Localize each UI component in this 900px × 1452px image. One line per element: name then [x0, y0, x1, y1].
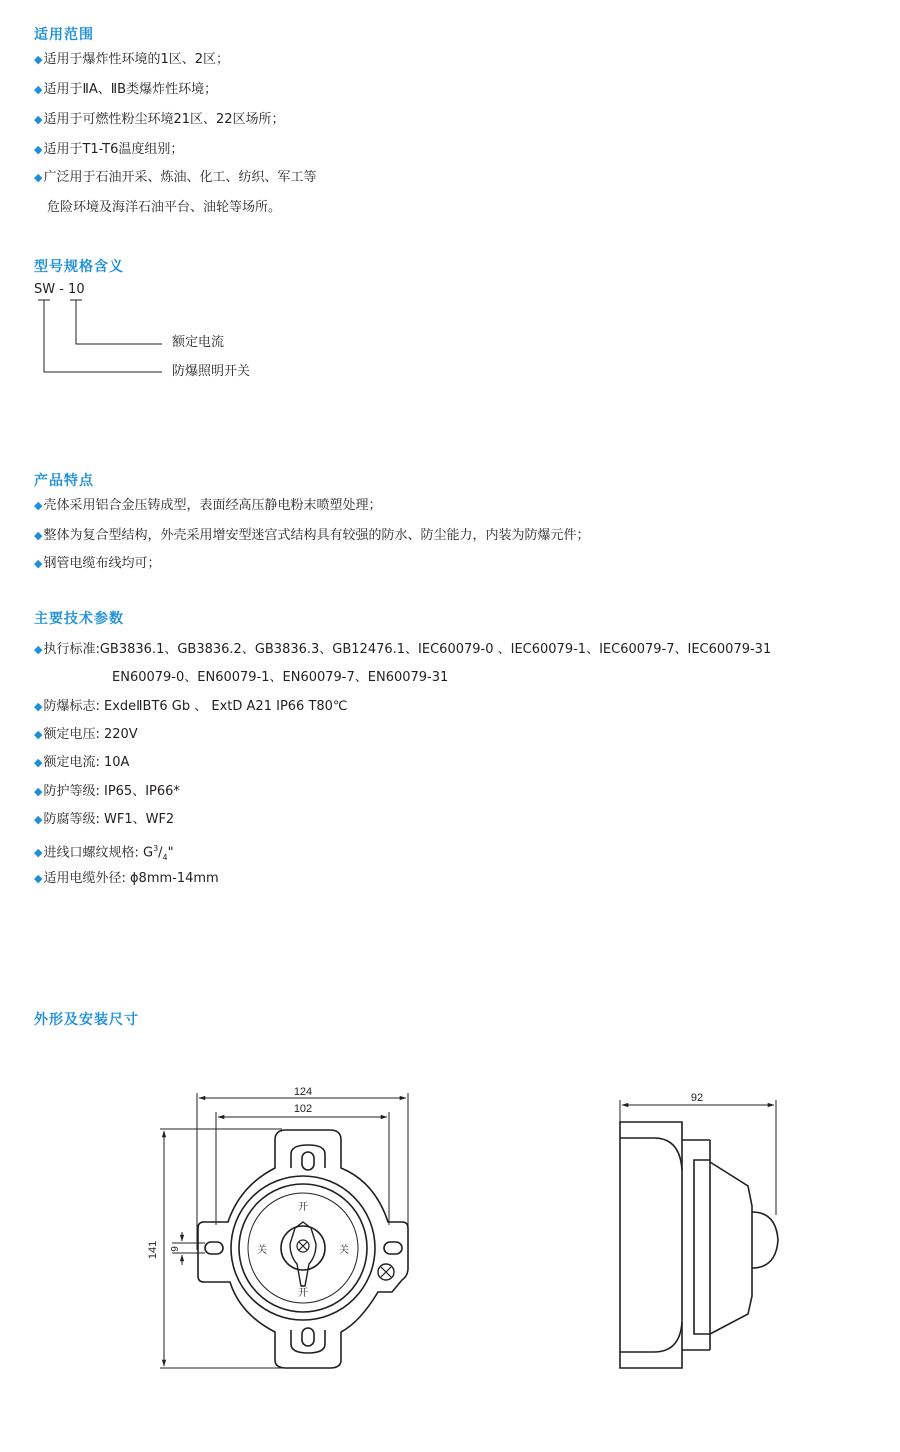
model-code: SW - 10 — [34, 282, 85, 297]
feature-item: ◆壳体采用铝合金压铸成型，表面经高压静电粉末喷塑处理； — [34, 498, 382, 513]
section-title-dimensions: 外形及安装尺寸 — [34, 1012, 139, 1028]
scope-item: ◆适用于ⅡA、ⅡB类爆炸性环境； — [34, 82, 218, 97]
param-item: ◆防爆标志: ExdeⅡBT6 Gb 、 ExtD A21 IP66 T80℃ — [34, 699, 348, 714]
param-thread: ◆进线口螺纹规格: $G^3/_4$" — [34, 844, 174, 862]
label-on-top: 开 — [298, 1202, 308, 1213]
side-view-drawing — [560, 1080, 820, 1380]
bullet-diamond-icon: ◆ — [34, 785, 43, 798]
label-off-right: 关 — [339, 1245, 349, 1256]
bullet-diamond-icon: ◆ — [34, 143, 43, 156]
dim-depth: 92 — [690, 1092, 704, 1104]
scope-item-continuation: 危险环境及海洋石油平台、油轮等场所。 — [47, 200, 282, 215]
param-item: ◆额定电压: 220V — [34, 727, 138, 742]
bullet-diamond-icon: ◆ — [34, 643, 43, 656]
dim-hole: 9 — [170, 1246, 181, 1252]
side-knob — [752, 1212, 778, 1268]
param-item: ◆防护等级: IP65、IP66* — [34, 784, 180, 799]
bullet-diamond-icon: ◆ — [34, 756, 43, 769]
bullet-diamond-icon: ◆ — [34, 529, 43, 542]
dim-inner-width: 102 — [293, 1103, 313, 1115]
section-title-model: 型号规格含义 — [34, 259, 124, 275]
bullet-diamond-icon: ◆ — [34, 53, 43, 66]
bullet-diamond-icon: ◆ — [34, 171, 43, 184]
section-title-features: 产品特点 — [34, 473, 94, 489]
param-item: ◆额定电流: 10A — [34, 755, 130, 770]
scope-item: ◆广泛用于石油开采、炼油、化工、纺织、军工等 — [34, 170, 317, 185]
section-title-scope: 适用范围 — [34, 27, 94, 43]
bullet-diamond-icon: ◆ — [34, 557, 43, 570]
scope-item: ◆适用于爆炸性环境的1区、2区； — [34, 52, 230, 67]
param-standard: ◆执行标准:GB3836.1、GB3836.2、GB3836.3、GB12476.1、IEC60079-0 、IEC60079-1、IEC60079-7、IEC60079-31 — [34, 642, 772, 657]
label-on-bottom: 开 — [298, 1288, 308, 1299]
mounting-lug-bottom — [291, 1330, 325, 1353]
side-body-outline — [620, 1122, 682, 1368]
bullet-diamond-icon: ◆ — [34, 83, 43, 96]
bullet-diamond-icon: ◆ — [34, 728, 43, 741]
mount-hole-right — [384, 1242, 402, 1254]
param-standard-continuation: EN60079-0、EN60079-1、EN60079-7、EN60079-31 — [112, 670, 449, 685]
dim-height: 141 — [147, 1240, 159, 1260]
mount-hole-top — [302, 1152, 314, 1170]
switch-knob-base — [281, 1226, 325, 1270]
section-title-params: 主要技术参数 — [34, 611, 124, 627]
bullet-diamond-icon: ◆ — [34, 113, 43, 126]
scope-item: ◆适用于T1-T6温度组别； — [34, 142, 184, 157]
scope-item: ◆适用于可燃性粉尘环境21区、22区场所； — [34, 112, 285, 127]
bullet-diamond-icon: ◆ — [34, 846, 43, 860]
bullet-diamond-icon: ◆ — [34, 700, 43, 713]
bullet-diamond-icon: ◆ — [34, 813, 43, 826]
side-cover-profile — [694, 1160, 710, 1334]
bullet-diamond-icon: ◆ — [34, 872, 43, 885]
bullet-diamond-icon: ◆ — [34, 499, 43, 512]
model-diagram-lines — [0, 0, 300, 400]
model-label-current: 额定电流 — [172, 335, 225, 350]
model-label-switch: 防爆照明开关 — [172, 364, 251, 379]
front-view-drawing — [0, 1070, 460, 1390]
switch-knob-lever — [290, 1222, 316, 1286]
label-off-left: 关 — [257, 1245, 267, 1256]
mounting-lug-top — [291, 1145, 325, 1168]
feature-item: ◆钢管电缆布线均可； — [34, 556, 161, 571]
mount-hole-left — [205, 1242, 223, 1254]
feature-item: ◆整体为复合型结构，外壳采用增安型迷宫式结构具有较强的防水、防尘能力，内装为防爆元件； — [34, 528, 590, 543]
param-cable: ◆适用电缆外径: ϕ8mm-14mm — [34, 871, 219, 886]
mount-hole-bottom — [302, 1328, 314, 1346]
dim-outer-width: 124 — [293, 1086, 313, 1098]
param-item: ◆防腐等级: WF1、WF2 — [34, 812, 175, 827]
